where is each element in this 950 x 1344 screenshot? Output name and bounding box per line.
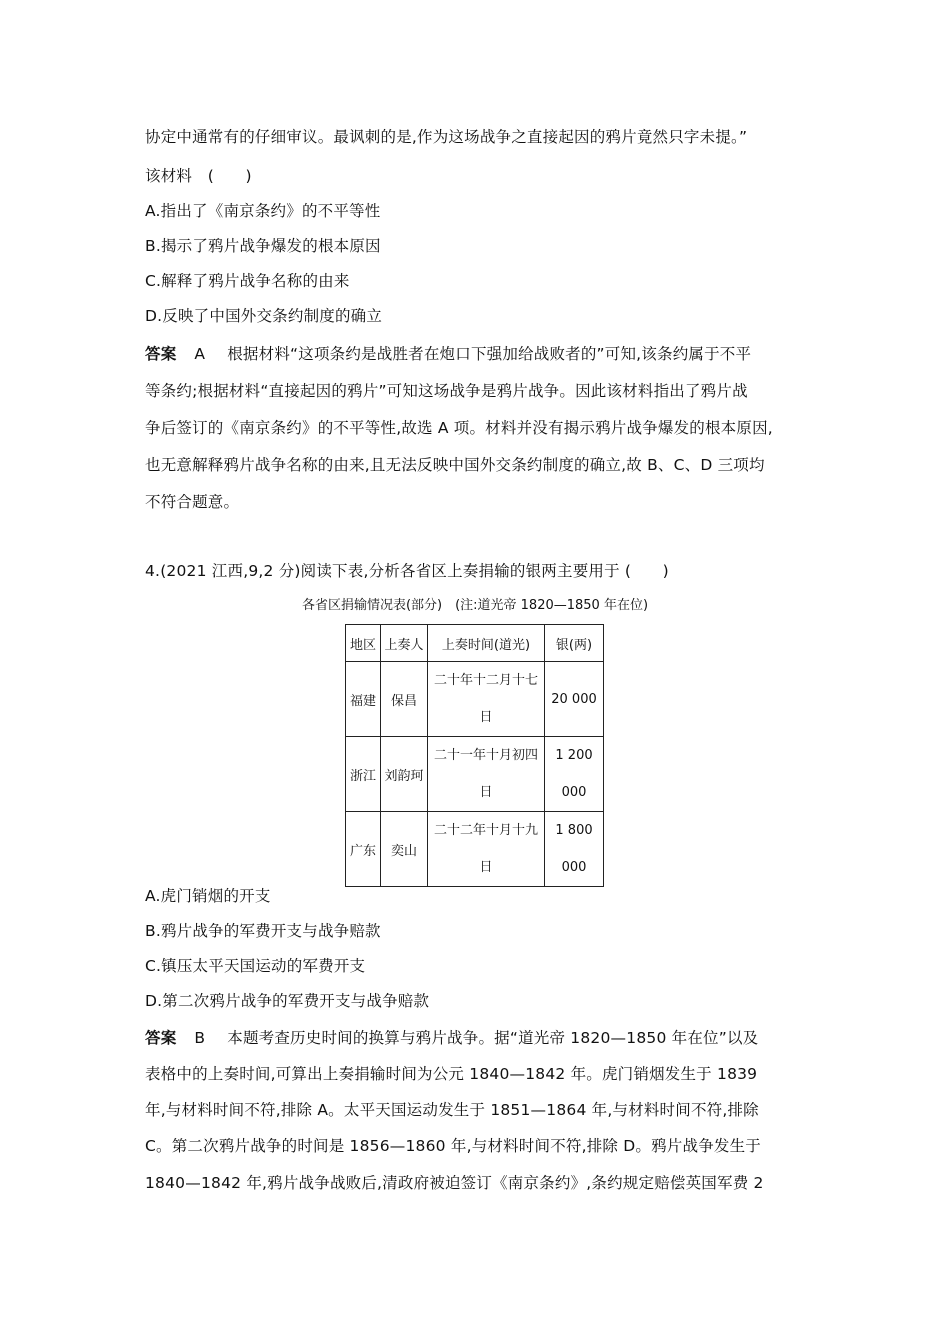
- q4-explanation-5: 1840—1842 年,鸦片战争战败后,清政府被迫签订《南京条约》,条约规定赔偿英国军费 2: [145, 1174, 764, 1192]
- q3-answer-choice: A: [194, 345, 206, 363]
- q3-explanation-5: 不符合题意。: [145, 493, 240, 511]
- cell-time-line-1: 二十年十二月十七: [433, 673, 538, 688]
- q4-explanation-4: C。第二次鸦片战争的时间是 1856—1860 年,与材料时间不符,排除 D。鸦片战争发生于: [145, 1137, 761, 1155]
- cell-person: 刘韵珂: [381, 737, 428, 812]
- cell-region: 浙江: [346, 737, 381, 812]
- q4-data-table: [345, 624, 604, 887]
- q3-option-b: B.揭示了鸦片战争爆发的根本原因: [145, 237, 381, 255]
- cell-amount-line-1: 1 200: [555, 748, 593, 763]
- cell-time: [428, 812, 545, 887]
- q4-option-d: D.第二次鸦片战争的军费开支与战争赔款: [145, 992, 430, 1010]
- q3-answer-label: 答案: [145, 345, 177, 363]
- q4-explanation-2: 表格中的上奏时间,可算出上奏捐输时间为公元 1840—1842 年。虎门销烟发生于 1839: [145, 1065, 758, 1083]
- q4-option-a: A.虎门销烟的开支: [145, 887, 271, 905]
- table-header-row: [346, 625, 604, 662]
- table-row: [346, 662, 604, 737]
- cell-time-line-2: 日: [479, 710, 493, 725]
- q4-stem: 4.(2021 江西,9,2 分)阅读下表,分析各省区上奏捐输的银两主要用于 ( ): [145, 562, 669, 580]
- cell-amount-line-2: 000: [561, 785, 587, 800]
- q3-material-continuation: 协定中通常有的仔细审议。最讽刺的是,作为这场战争之直接起因的鸦片竟然只字未提。”: [145, 128, 748, 146]
- q3-explanation-1: 根据材料“这项条约是战胜者在炮口下强加给战败者的”可知,该条约属于不平: [227, 345, 752, 363]
- cell-time-line-2: 日: [479, 860, 493, 875]
- cell-person: 保昌: [381, 662, 428, 737]
- q3-explanation-4: 也无意解释鸦片战争名称的由来,且无法反映中国外交条约制度的确立,故 B、C、D 三项均: [145, 456, 765, 474]
- table-row: [346, 737, 604, 812]
- q4-answer-line-1: [145, 1026, 758, 1048]
- cell-time: [428, 737, 545, 812]
- q4-explanation-3: 年,与材料时间不符,排除 A。太平天国运动发生于 1851—1864 年,与材料时间不符,排除: [145, 1101, 759, 1119]
- q4-answer-choice: B: [194, 1029, 206, 1047]
- q4-table-caption: 各省区捐输情况表(部分) (注:道光帝 1820—1850 年在位): [301, 598, 649, 613]
- q4-explanation-1: 本题考查历史时间的换算与鸦片战争。据“道光帝 1820—1850 年在位”以及: [227, 1029, 759, 1047]
- q4-option-b: B.鸦片战争的军费开支与战争赔款: [145, 922, 381, 940]
- cell-person: 奕山: [381, 812, 428, 887]
- cell-time-line-2: 日: [479, 785, 493, 800]
- cell-time-line-1: 二十二年十月十九: [433, 823, 538, 838]
- cell-amount-line-2: 000: [561, 860, 587, 875]
- header-amount: 银(两): [545, 625, 604, 662]
- q3-explanation-2: 等条约;根据材料“直接起因的鸦片”可知这场战争是鸦片战争。因此该材料指出了鸦片战: [145, 382, 748, 400]
- cell-amount: [545, 812, 604, 887]
- q3-explanation-3: 争后签订的《南京条约》的不平等性,故选 A 项。材料并没有揭示鸦片战争爆发的根本原因,: [145, 419, 773, 437]
- q4-answer-label: 答案: [145, 1029, 177, 1047]
- cell-time: [428, 662, 545, 737]
- q3-option-c: C.解释了鸦片战争名称的由来: [145, 272, 350, 290]
- q3-option-d: D.反映了中国外交条约制度的确立: [145, 307, 383, 325]
- q3-option-a: A.指出了《南京条约》的不平等性: [145, 202, 381, 220]
- header-person: 上奏人: [381, 625, 428, 662]
- table-row: [346, 812, 604, 887]
- q3-answer-line-1: [145, 342, 751, 364]
- q4-option-c: C.镇压太平天国运动的军费开支: [145, 957, 366, 975]
- q3-stem: 该材料 ( ): [145, 167, 252, 185]
- cell-region: 福建: [346, 662, 381, 737]
- cell-amount: [545, 737, 604, 812]
- header-time: 上奏时间(道光): [428, 625, 545, 662]
- header-region: 地区: [346, 625, 381, 662]
- cell-amount: 20 000: [545, 662, 604, 737]
- cell-region: 广东: [346, 812, 381, 887]
- cell-time-line-1: 二十一年十月初四: [433, 748, 538, 763]
- cell-amount-line-1: 1 800: [555, 823, 593, 838]
